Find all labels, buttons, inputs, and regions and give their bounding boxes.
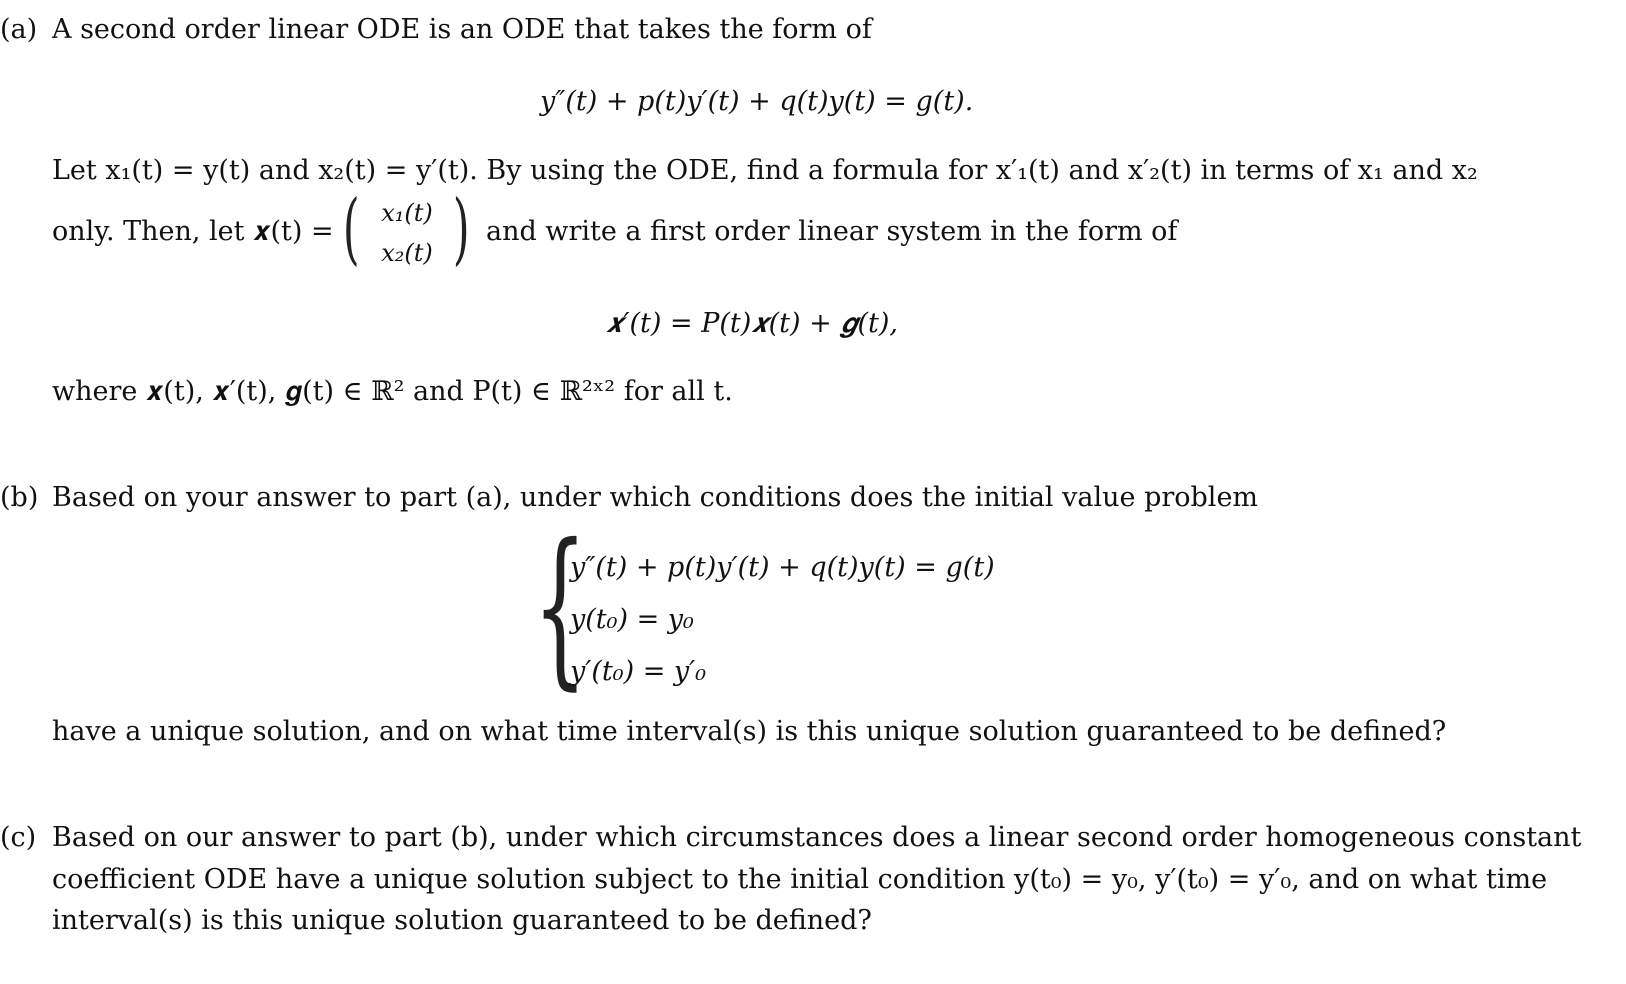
part-a-substitution-text: Let x₁(t) = y(t) and x₂(t) = y′(t). By using the ODE, find a formula for x′₁(t) and x′₂(t) in terms of x₁ and x₂	[52, 155, 1478, 186]
part-a-vector-definition-suffix: and write a first order linear system in the form of	[486, 216, 1178, 247]
part-b-label: (b)	[0, 482, 39, 513]
part-c-line-3: interval(s) is this unique solution guaranteed to be defined?	[52, 905, 872, 936]
left-paren-icon: (	[342, 184, 360, 274]
part-a-where-clause: where 𝒙(t), 𝒙′(t), 𝒈(t) ∈ ℝ² and P(t) ∈ ℝ²ˣ² for all t.	[52, 376, 733, 407]
part-a-vector-definition-prefix: only. Then, let 𝒙(t) =	[52, 216, 334, 247]
part-c-line-1: Based on our answer to part (b), under which circumstances does a linear second order homogeneous constant	[52, 822, 1582, 853]
part-a-intro: A second order linear ODE is an ODE that takes the form of	[52, 14, 872, 45]
ivp-ode-equation: y″(t) + p(t)y′(t) + q(t)y(t) = g(t)	[570, 552, 995, 583]
left-brace-icon: {	[533, 508, 588, 706]
part-c-line-2: coefficient ODE have a unique solution subject to the initial condition y(t₀) = y₀, y′(t₀) = y′₀, and on what time	[52, 864, 1548, 895]
ivp-initial-value: y(t₀) = y₀	[570, 604, 694, 635]
part-b-question: have a unique solution, and on what time interval(s) is this unique solution guaranteed to be defined?	[52, 716, 1447, 747]
part-b-intro: Based on your answer to part (a), under which conditions does the initial value problem	[52, 482, 1259, 513]
right-paren-icon: )	[452, 184, 470, 274]
part-a-label: (a)	[0, 14, 38, 45]
part-a-ode-equation: y″(t) + p(t)y′(t) + q(t)y(t) = g(t).	[540, 86, 974, 117]
vector-entry-x1: x₁(t)	[381, 199, 433, 227]
part-c-label: (c)	[0, 822, 37, 853]
part-a-system-equation: 𝒙′(t) = P(t)𝒙(t) + 𝒈(t),	[606, 308, 898, 339]
vector-entry-x2: x₂(t)	[381, 239, 433, 267]
ivp-initial-derivative: y′(t₀) = y′₀	[570, 656, 707, 687]
